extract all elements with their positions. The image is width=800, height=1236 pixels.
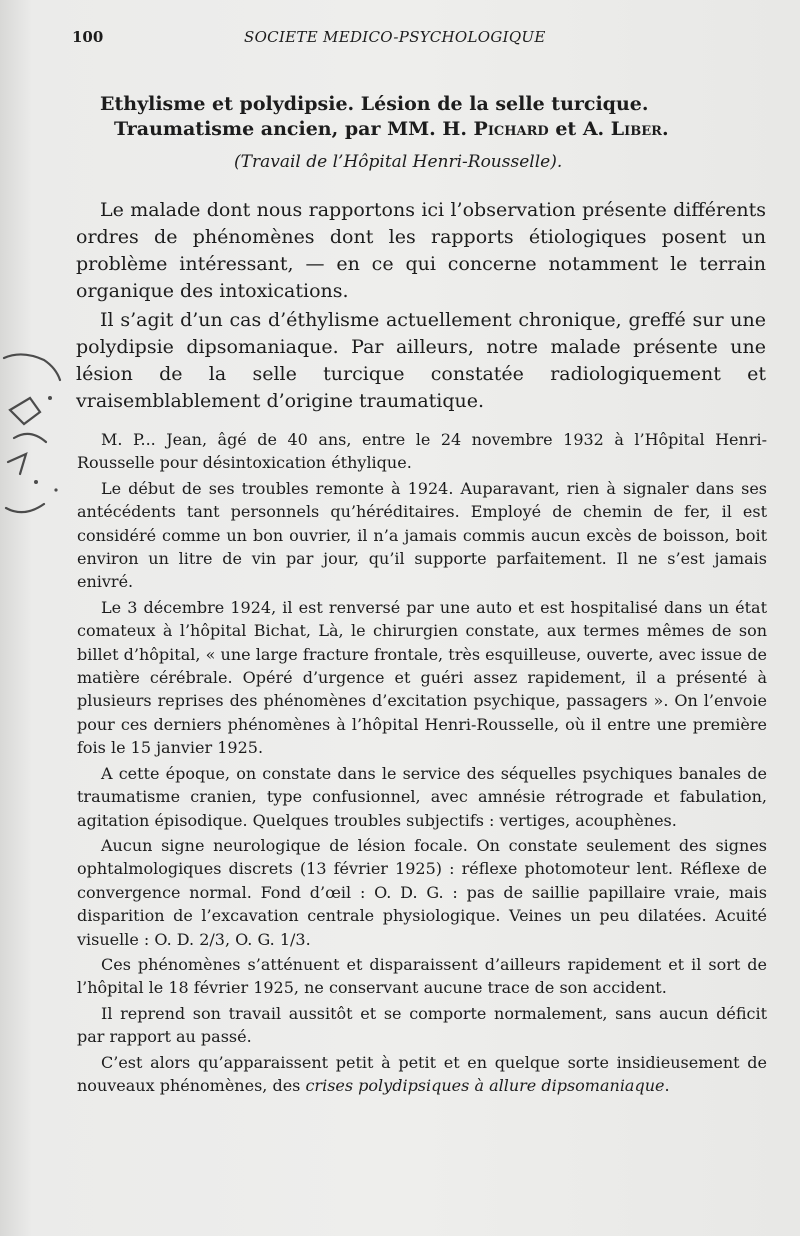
case-report-body bbox=[77, 428, 767, 1099]
stamp-mark bbox=[10, 398, 40, 424]
body-paragraph: Le début de ses troubles remonte à 1924. Auparavant, rien à signaler dans ses antécédents tant personnels qu’héréditaires. Employé de chemin de fer, il est considéré comme un bon ouvrier, il n’a jamais commis aucun excès de boisson, boit environ un litre de vin par jour, qu’il supporte parfaitement. Il ne s’est jamais enivré. bbox=[77, 478, 767, 592]
last-paragraph-text: C’est alors qu’apparaissent petit à petit et en quelque sorte insidieusement de nouveaux phénomènes, des bbox=[77, 1052, 767, 1095]
author-liber: Liber. bbox=[610, 118, 669, 140]
stamp-mark bbox=[8, 454, 26, 474]
running-head: SOCIETE MEDICO-PSYCHOLOGIQUE bbox=[244, 28, 546, 46]
title-prefix: Traumatisme ancien, par MM. H. bbox=[114, 118, 474, 140]
stamp-mark bbox=[14, 434, 46, 442]
body-paragraph: A cette époque, on constate dans le service des séquelles psychiques banales de traumatisme cranien, type confusionnel, avec amnésie rétrograde et fabulation, agitation épisodique. Quelques troubles subjectifs : vertiges, acouphènes. bbox=[77, 763, 767, 830]
title-conjunction: et A. bbox=[548, 118, 611, 140]
last-paragraph-end: . bbox=[664, 1075, 670, 1095]
page-header bbox=[72, 28, 760, 52]
article-subtitle: (Travail de l’Hôpital Henri-Rousselle). bbox=[234, 152, 563, 172]
stamp-dot bbox=[48, 396, 52, 400]
body-paragraph: Aucun signe neurologique de lésion focale. On constate seulement des signes ophtalmologiques discrets (13 février 1925) : réflexe photomoteur lent. Réflexe de convergence normal. Fond d’œil : O. D. G. : pas de saillie papillaire vraie, mais disparition de l’excavation centrale physiologique. Veines un peu dilatées. Acuité visuelle : O. D. 2/3, O. G. 1/3. bbox=[77, 835, 767, 949]
body-paragraph-last bbox=[77, 1051, 767, 1098]
stamp-dot bbox=[54, 488, 57, 491]
body-paragraph: Ces phénomènes s’atténuent et disparaissent d’ailleurs rapidement et il sort de l’hôpital le 18 février 1925, ne conservant aucune trace de son accident. bbox=[77, 954, 767, 998]
article-title-line-2 bbox=[78, 117, 768, 142]
page-number: 100 bbox=[72, 28, 104, 46]
last-paragraph-emphasis: crises polydipsiques à allure dipsomaniaque bbox=[305, 1075, 665, 1095]
stamp-arc bbox=[6, 504, 44, 512]
body-paragraph: Le 3 décembre 1924, il est renversé par une auto et est hospitalisé dans un état comateux à l’hôpital Bichat, Là, le chirurgien constate, aux termes mêmes de son billet d’hôpital, « une large fracture frontale, très esquilleuse, ouverte, avec issue de matière cérébrale. Opéré d’urgence et guéri assez rapidement, il a présenté à plusieurs reprises des phénomènes d’excitation psychique, passagers ». On l’envoie pour ces derniers phénomènes à l’hôpital Henri-Rousselle, où il entre une première fois le 15 janvier 1925. bbox=[77, 597, 767, 758]
body-paragraph: M. P... Jean, âgé de 40 ans, entre le 24 novembre 1932 à l’Hôpital Henri-Rousselle pour désintoxication éthylique. bbox=[77, 430, 767, 473]
intro-paragraph: Le malade dont nous rapportons ici l’observation présente différents ordres de phénomènes dont les rapports étiologiques posent un problème intéressant, — en ce qui concerne notamment le terrain organique des intoxications. bbox=[76, 199, 766, 302]
stamp-dot bbox=[34, 480, 38, 484]
intro-paragraph: Il s’agit d’un cas d’éthylisme actuellement chronique, greffé sur une polydipsie dipsomaniaque. Par ailleurs, notre malade présente une lésion de la selle turcique constatée radiologiquement et vraisemblablement d’origine traumatique. bbox=[76, 309, 766, 412]
article-title-block bbox=[78, 92, 768, 174]
introduction bbox=[76, 197, 766, 417]
article-title-line-1: Ethylisme et polydipsie. Lésion de la selle turcique. bbox=[100, 93, 649, 115]
author-pichard: Pichard bbox=[473, 118, 549, 140]
library-stamp-fragment bbox=[0, 350, 64, 520]
body-paragraph: Il reprend son travail aussitôt et se comporte normalement, sans aucun déficit par rapport au passé. bbox=[77, 1003, 767, 1047]
stamp-arc bbox=[4, 354, 60, 380]
